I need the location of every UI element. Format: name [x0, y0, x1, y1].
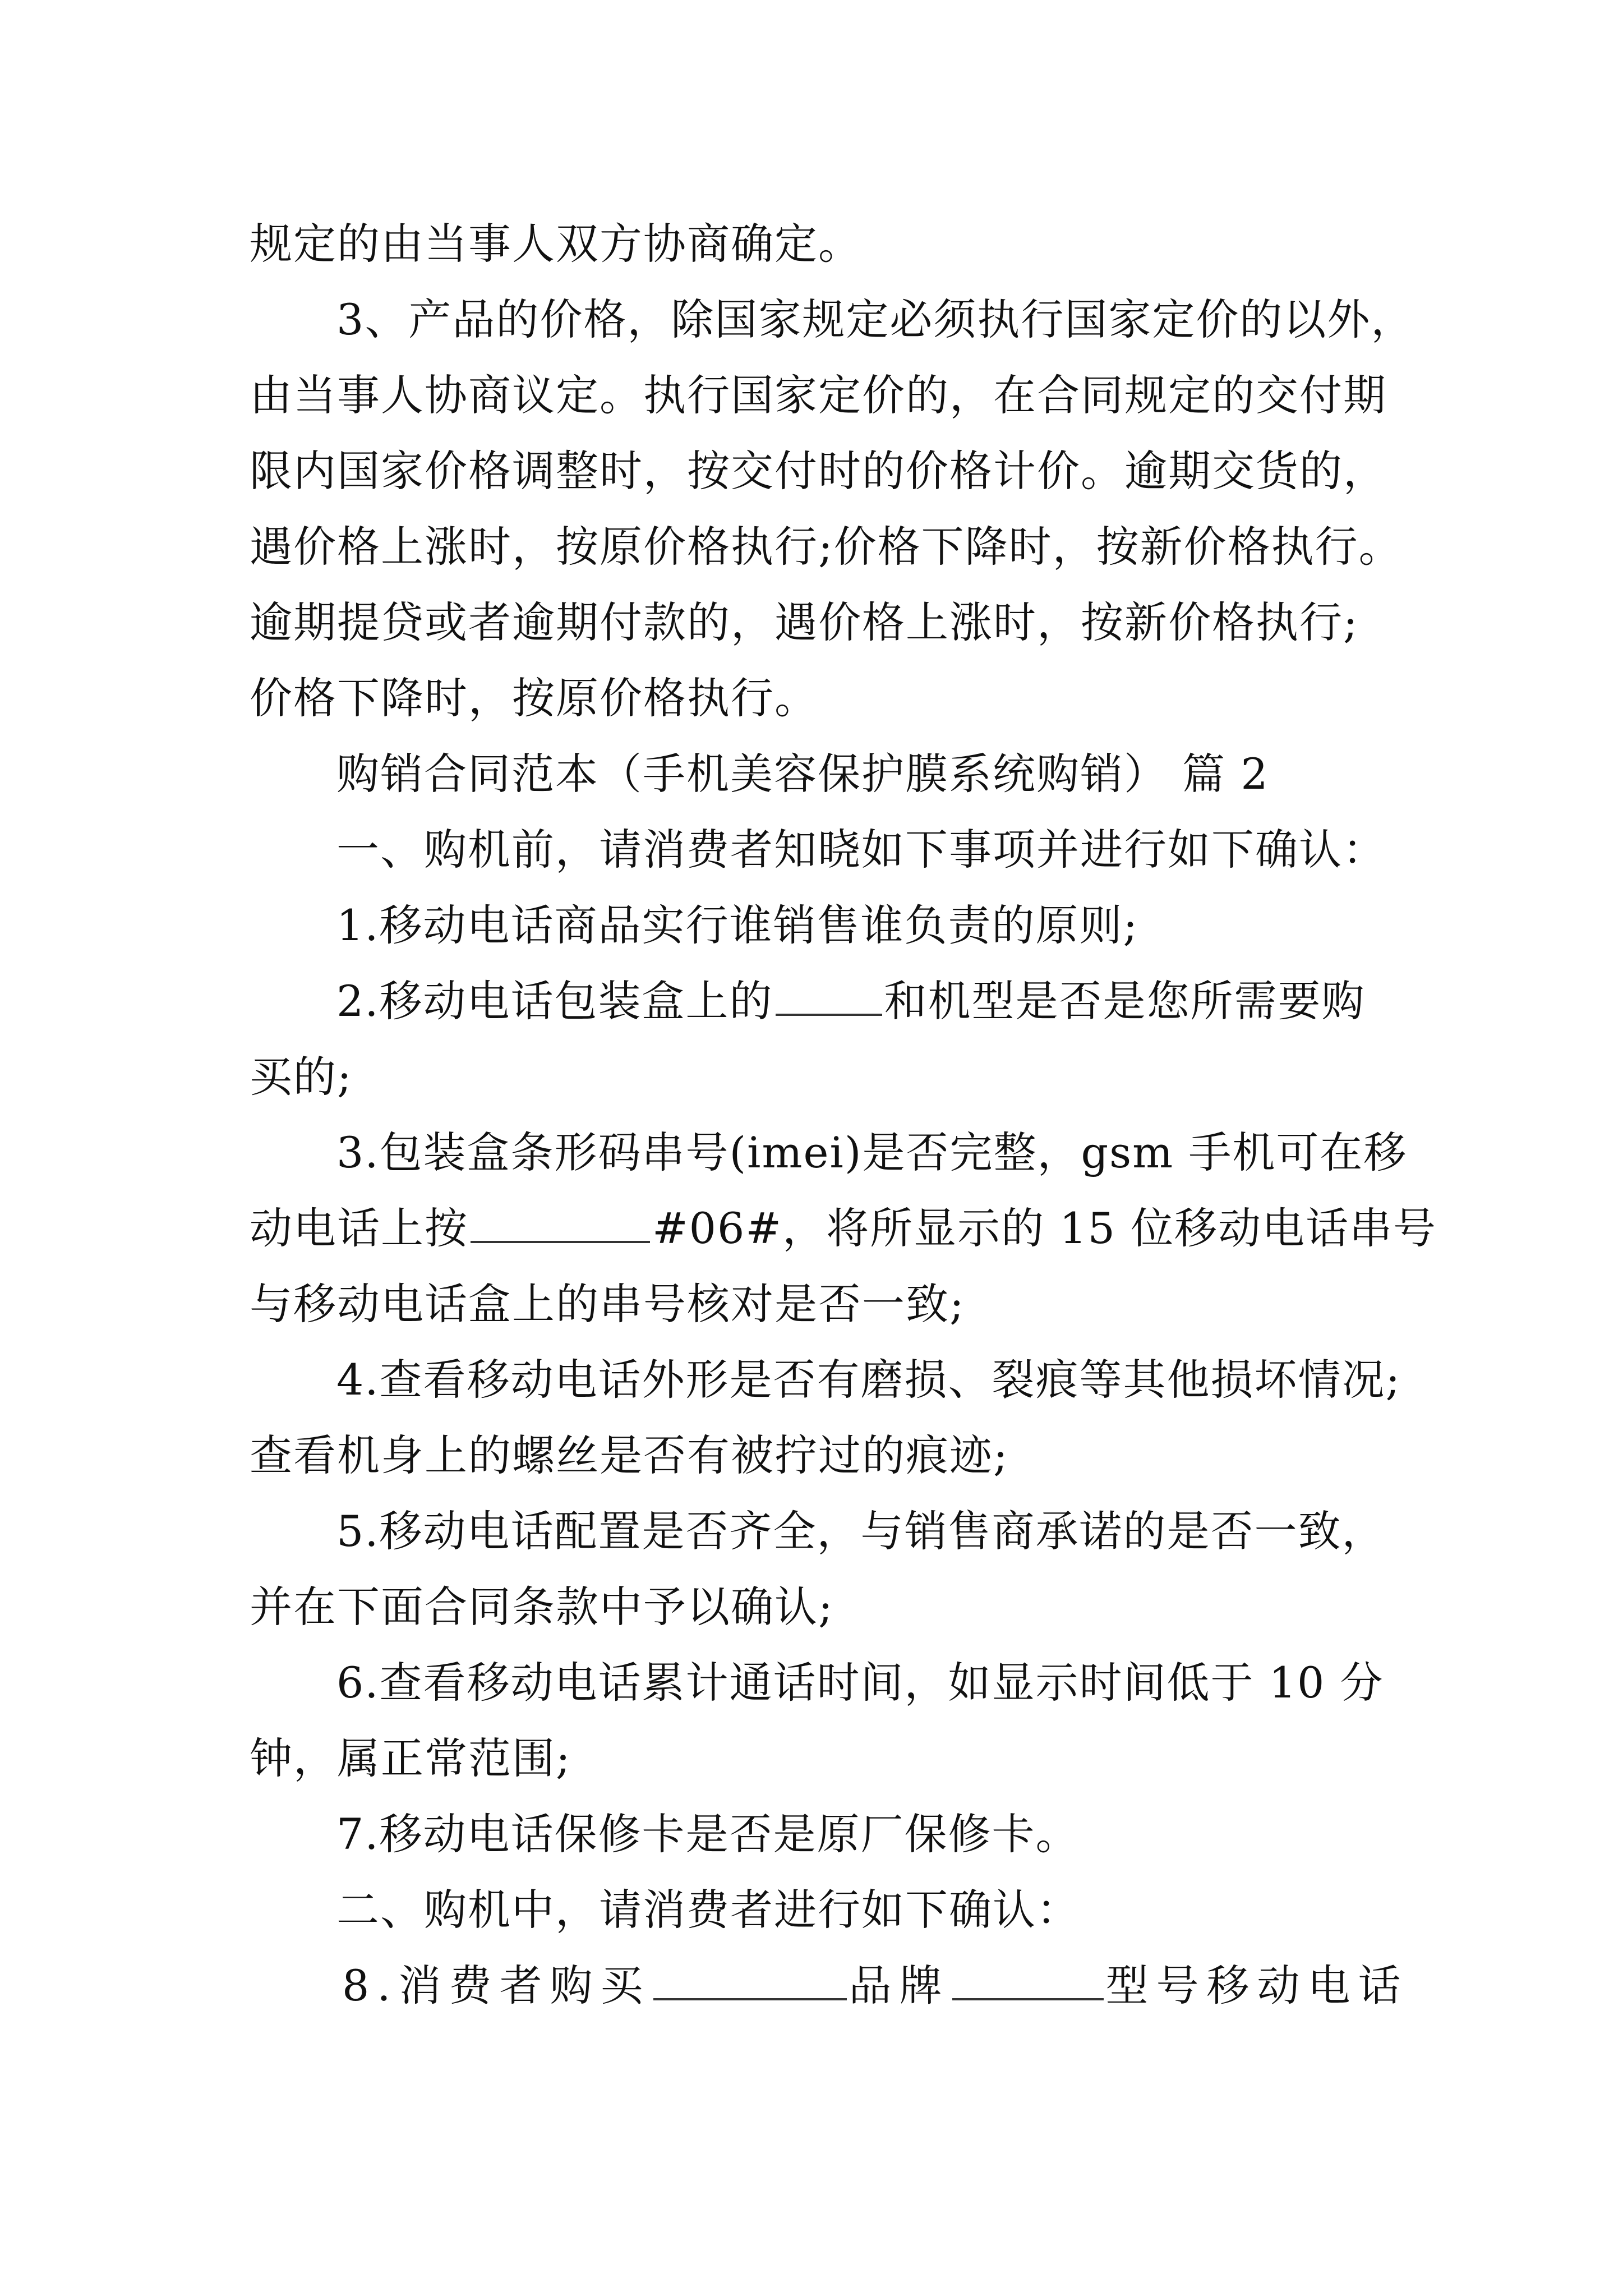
text-fragment: #06#，将所显示的 15 位移动电话串号	[652, 1203, 1437, 1253]
text-line: 遇价格上涨时，按原价格执行;价格下降时，按新价格执行。	[250, 522, 1403, 572]
text-line: 查看机身上的螺丝是否有被拧过的痕迹;	[250, 1430, 1009, 1480]
fill-in-blank[interactable]	[952, 1959, 1104, 2000]
section-heading: 购销合同范本（手机美容保护膜系统购销） 篇 2	[336, 749, 1269, 799]
text-line: 3、产品的价格，除国家规定必须执行国家定价的以外，	[336, 295, 1415, 344]
text-line: 6.查看移动电话累计通话时间，如显示时间低于 10 分	[336, 1658, 1384, 1708]
text-line	[342, 1958, 1520, 2014]
text-line: 与移动电话盒上的串号核对是否一致;	[250, 1279, 965, 1329]
text-line	[250, 1200, 1437, 1257]
text-line: 价格下降时，按原价格执行。	[250, 673, 818, 723]
text-fragment: 2.移动电话包装盒上的	[336, 976, 773, 1026]
text-line: 并在下面合同条款中予以确认;	[250, 1582, 834, 1632]
text-line: 5.移动电话配置是否齐全，与销售商承诺的是否一致，	[336, 1506, 1386, 1556]
text-line	[336, 973, 1514, 1029]
text-line: 一、购机前，请消费者知晓如下事项并进行如下确认：	[336, 825, 1386, 875]
text-fragment: 品牌	[849, 1961, 950, 2010]
text-line: 规定的由当事人双方协商确定。	[250, 219, 862, 269]
text-fragment: 型号移动电话	[1105, 1961, 1409, 2010]
text-line: 钟，属正常范围;	[250, 1733, 571, 1783]
text-line: 3.包装盒条形码串号(imei)是否完整，gsm 手机可在移	[336, 1128, 1408, 1177]
text-fragment: 动电话上按	[250, 1203, 468, 1253]
fill-in-blank[interactable]	[471, 1202, 650, 1243]
text-line: 二、购机中，请消费者进行如下确认：	[336, 1885, 1080, 1935]
text-line: 逾期提贷或者逾期付款的，遇价格上涨时，按新价格执行;	[250, 597, 1359, 647]
text-line: 7.移动电话保修卡是否是原厂保修卡。	[336, 1809, 1080, 1859]
text-line: 买的;	[250, 1052, 353, 1102]
text-line: 由当事人协商议定。执行国家定价的，在合同规定的交付期	[250, 370, 1387, 420]
text-line: 限内国家价格调整时，按交付时的价格计价。逾期交货的，	[250, 446, 1387, 496]
text-line: 4.查看移动电话外形是否有磨损、裂痕等其他损坏情况;	[336, 1355, 1401, 1405]
fill-in-blank[interactable]	[776, 974, 882, 1016]
fill-in-blank[interactable]	[653, 1959, 847, 2000]
text-fragment: 和机型是否是您所需要购	[884, 976, 1366, 1026]
text-fragment: 8.消费者购买	[342, 1961, 651, 2010]
text-line: 1.移动电话商品实行谁销售谁负责的原则;	[336, 900, 1139, 950]
